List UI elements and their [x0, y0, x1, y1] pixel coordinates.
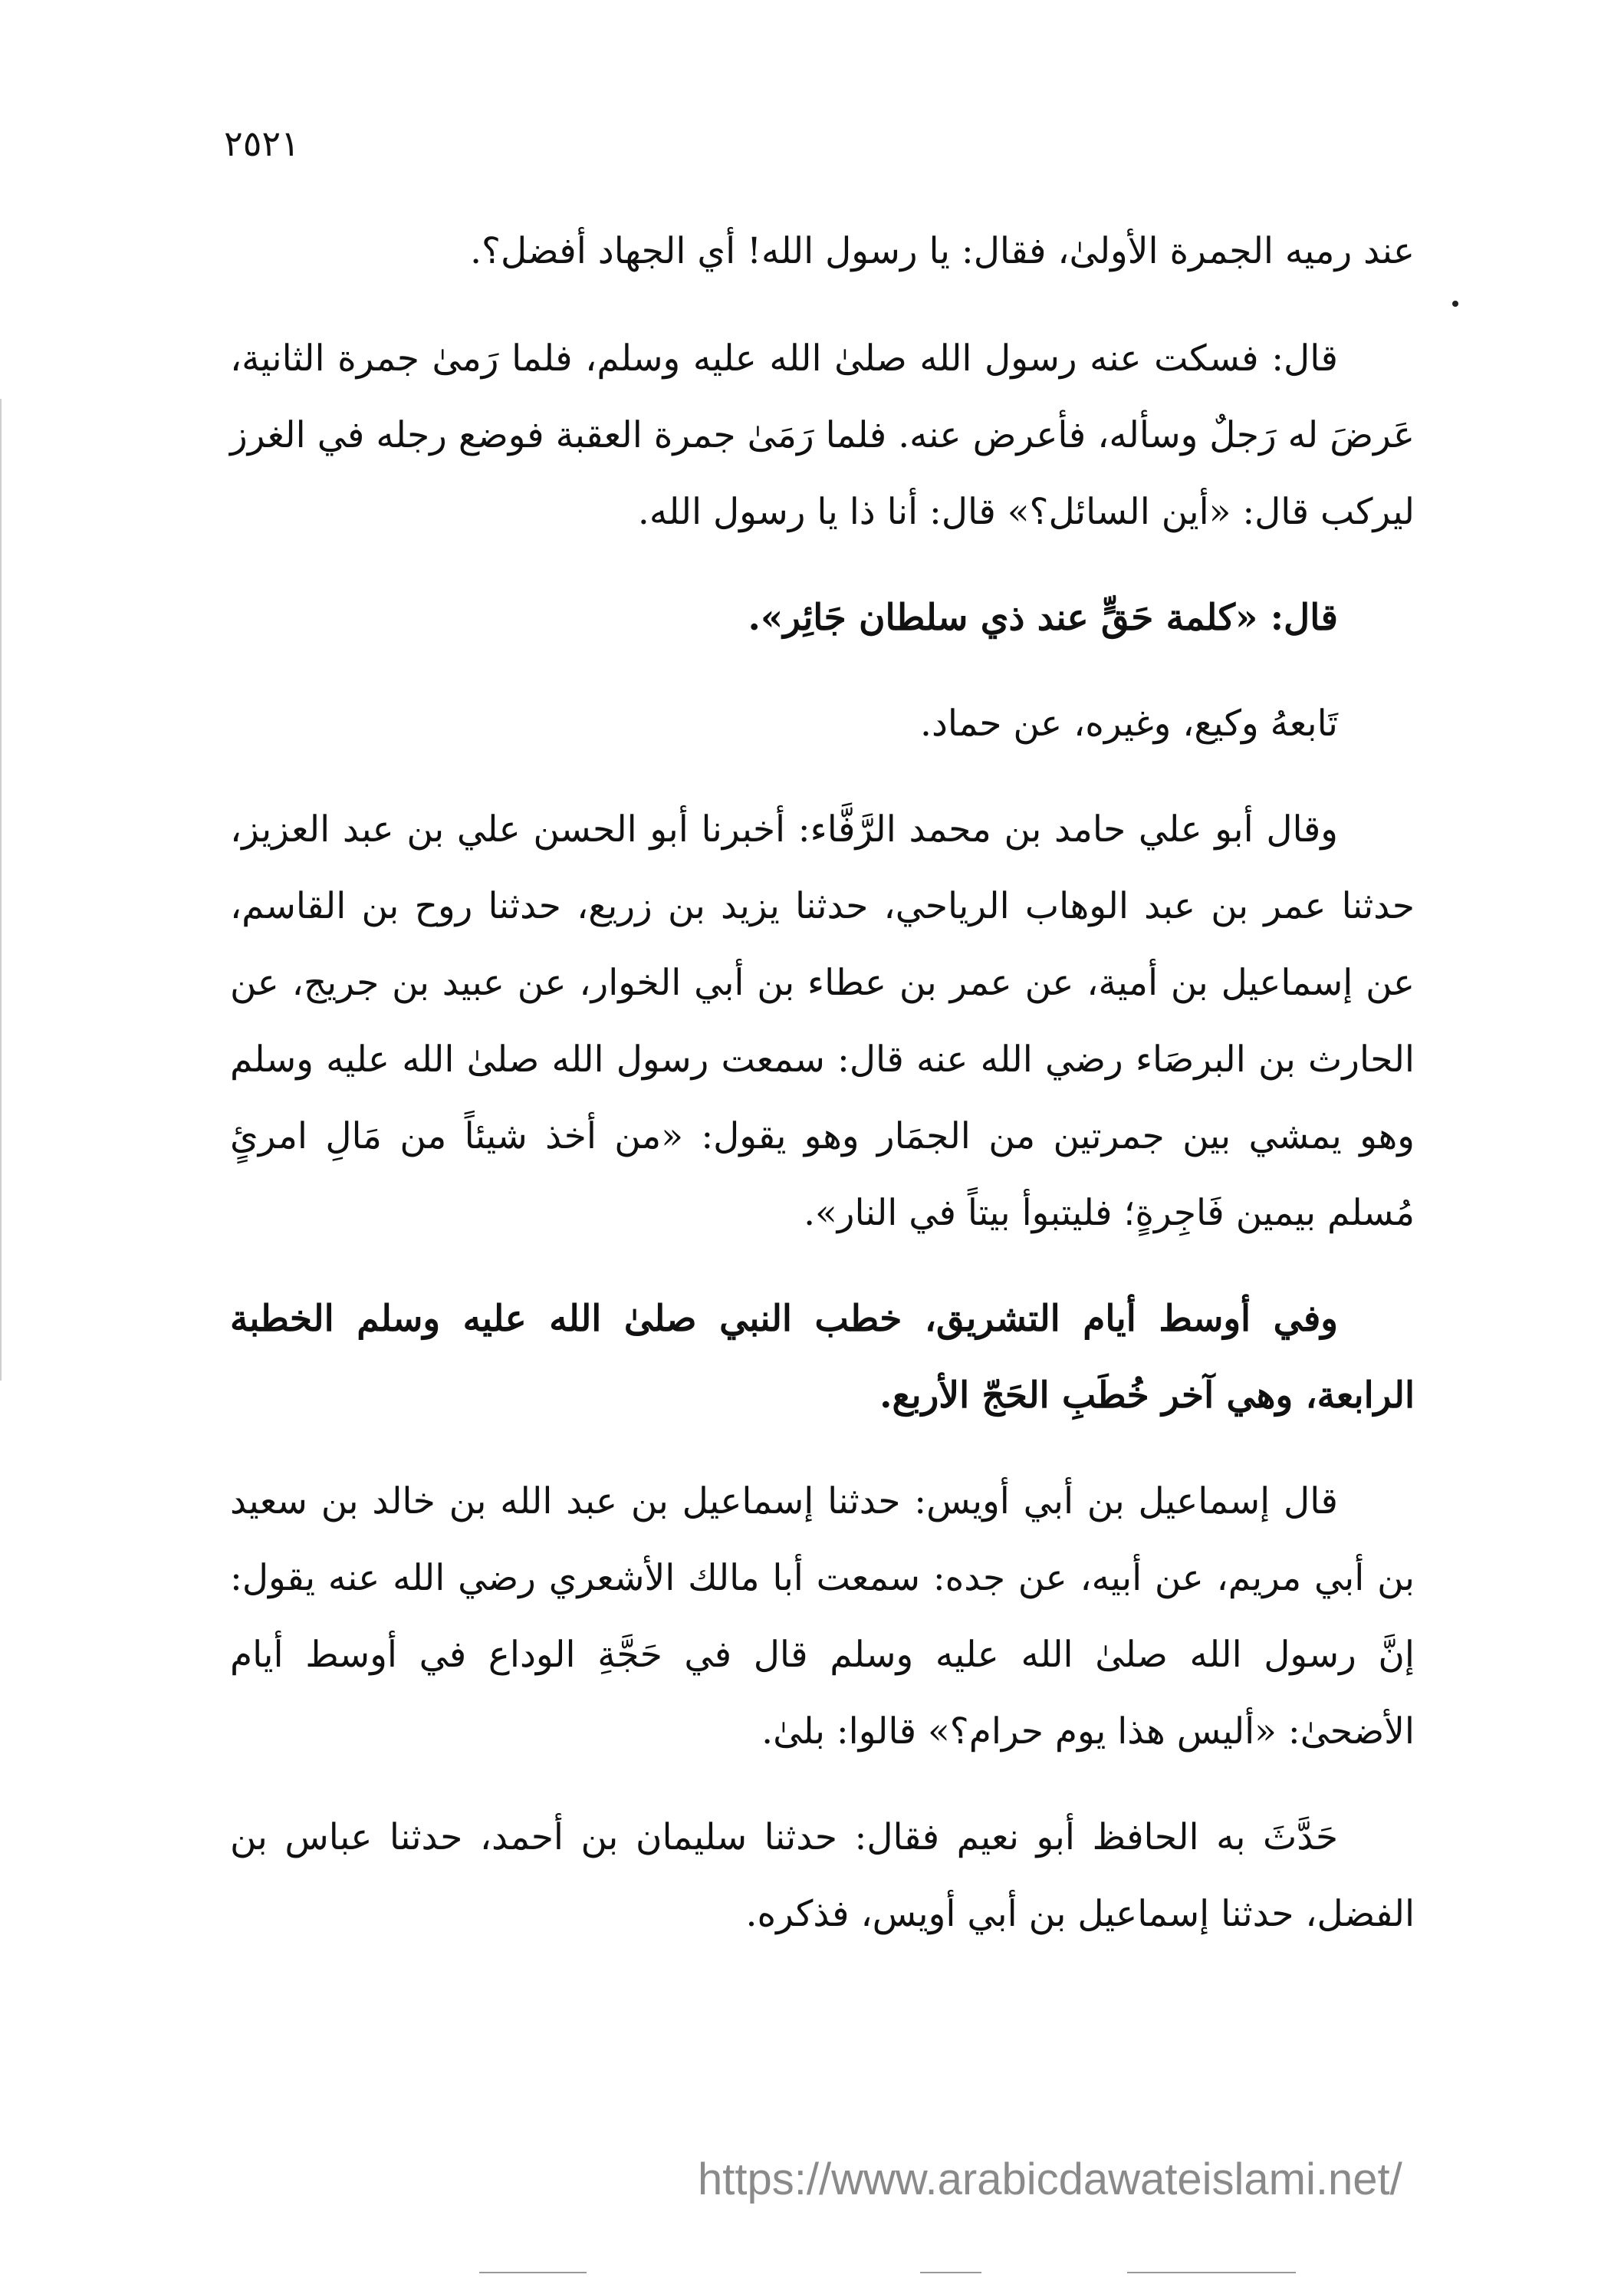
- footer-rule-right: [1127, 2272, 1296, 2273]
- footer-rule-center: [920, 2272, 981, 2273]
- watermark-url: https://www.arabicdawateislami.net/: [698, 2154, 1402, 2204]
- paragraph-6: وفي أوسط أيام التشريق، خطب النبي صلىٰ الله عليه وسلم الخطبة الرابعة، وهي آخر خُطَبِ الحَجّ الأربع.: [230, 1298, 1415, 1417]
- scan-edge-line: [0, 399, 2, 1381]
- paragraph-3: قال: «كلمة حَقٍّ عند ذي سلطان جَائِر».: [748, 597, 1338, 639]
- paragraph-1: عند رميه الجمرة الأولىٰ، فقال: يا رسول الله! أي الجهاد أفضل؟.: [470, 230, 1415, 272]
- paragraph-5: وقال أبو علي حامد بن محمد الرَّفَّاء: أخبرنا أبو الحسن علي بن عبد العزيز، حدثنا عمر بن عبد الوهاب الرياحي، حدثنا يزيد بن زريع، حدثنا روح بن القاسم، عن إسماعيل بن أمية، عن عمر بن عطاء بن أبي الخوار، عن عبيد بن جريج، عن الحارث بن البرصَاء رضي الله عنه قال: سمعت رسول الله صلىٰ الله عليه وسلم وهو يمشي بين جمرتين من الجمَار وهو يقول: «من أخذ شيئاً من مَالِ امرئٍ مُسلم بيمين فَاجِرةٍ؛ فليتبوأ بيتاً في النار».: [230, 808, 1415, 1234]
- paragraph-2: قال: فسكت عنه رسول الله صلىٰ الله عليه وسلم، فلما رَمىٰ جمرة الثانية، عَرضَ له رَجلٌ وسأله، فأعرض عنه. فلما رَمَىٰ جمرة العقبة فوضع رجله في الغرز ليركب قال: «أين السائل؟» قال: أنا ذا يا رسول الله.: [230, 337, 1415, 533]
- page-number: ٢٥٢١: [224, 123, 300, 164]
- footer-rule-left: [479, 2272, 587, 2273]
- paragraph-7: قال إسماعيل بن أبي أويس: حدثنا إسماعيل بن عبد الله بن خالد بن سعيد بن أبي مريم، عن أبيه، عن جده: سمعت أبا مالك الأشعري رضي الله عنه يقول: إنَّ رسول الله صلىٰ الله عليه وسلم قال في حَجَّةِ الوداع في أوسط أيام الأضحىٰ: «أليس هذا يوم حرام؟» قالوا: بلىٰ.: [230, 1480, 1415, 1753]
- paragraph-4: تَابعهُ وكيع، وغيره، عن حماد.: [920, 703, 1338, 745]
- body-text: [230, 213, 1415, 1982]
- margin-dot: [1452, 301, 1458, 307]
- paragraph-8: حَدَّثَ به الحافظ أبو نعيم فقال: حدثنا سليمان بن أحمد، حدثنا عباس بن الفضل، حدثنا إسماعيل بن أبي أويس، فذكره.: [230, 1816, 1415, 1935]
